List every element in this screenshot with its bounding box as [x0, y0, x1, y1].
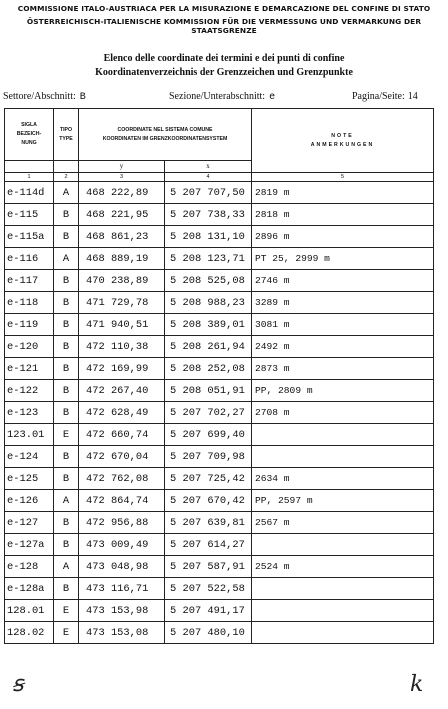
- axis-x-label: x: [165, 161, 252, 173]
- cell-sigla: 123.01: [5, 424, 54, 446]
- axis-empty-cell: [54, 161, 79, 173]
- cell-coordinate-y: 472 110,38: [79, 336, 165, 358]
- cell-coordinate-x: 5 208 988,23: [165, 292, 252, 314]
- header-sigla-line: NUNG: [21, 140, 37, 146]
- table-row: [5, 358, 434, 380]
- cell-note: 2492 m: [252, 336, 434, 358]
- header-tipo-line: TYPE: [59, 135, 73, 142]
- cell-coordinate-x: 5 207 639,81: [165, 512, 252, 534]
- table-row: [5, 402, 434, 424]
- column-number: 3: [79, 173, 165, 182]
- sector-label: Settore/Abschnitt:: [3, 91, 76, 102]
- cell-note: PP, 2809 m: [252, 380, 434, 402]
- cell-coordinate-y: 471 729,78: [79, 292, 165, 314]
- cell-tipo: E: [54, 424, 79, 446]
- cell-tipo: B: [54, 512, 79, 534]
- cell-sigla: e-117: [5, 270, 54, 292]
- table-row: [5, 226, 434, 248]
- table-row: [5, 182, 434, 204]
- cell-sigla: e-115a: [5, 226, 54, 248]
- cell-coordinate-x: 5 208 051,91: [165, 380, 252, 402]
- table-row: [5, 556, 434, 578]
- cell-note: [252, 578, 434, 600]
- table-row: [5, 314, 434, 336]
- sector-value: B: [79, 92, 86, 103]
- cell-tipo: B: [54, 358, 79, 380]
- cell-coordinate-x: 5 207 738,33: [165, 204, 252, 226]
- cell-coordinate-y: 473 153,98: [79, 600, 165, 622]
- cell-coordinate-y: 472 660,74: [79, 424, 165, 446]
- table-row: [5, 270, 434, 292]
- commission-title-italian: COMMISSIONE ITALO-AUSTRIACA PER LA MISURAZIONE E DEMARCAZIONE DEL CONFINE DI STATO: [17, 4, 431, 13]
- table-row: [5, 424, 434, 446]
- column-number: 1: [5, 173, 54, 182]
- section-label: Sezione/Unterabschnitt:: [169, 91, 266, 102]
- cell-coordinate-y: 472 169,99: [79, 358, 165, 380]
- cell-tipo: A: [54, 248, 79, 270]
- header-coordinates-line: COORDINATE NEL SISTEMA COMUNE: [117, 126, 213, 133]
- cell-tipo: B: [54, 270, 79, 292]
- commission-title-german: ÖSTERREICHISCH-ITALIENISCHE KOMMISSION FÜR DIE VERMESSUNG UND VERMARKUNG DER STAATSGRENZE: [26, 17, 422, 35]
- cell-coordinate-x: 5 207 707,50: [165, 182, 252, 204]
- table-header-row: [5, 109, 434, 161]
- header-coordinates-line: KOORDINATEN IM GRENZKOORDINATENSYSTEM: [102, 135, 228, 142]
- table-row: [5, 534, 434, 556]
- table-row: [5, 446, 434, 468]
- cell-tipo: B: [54, 468, 79, 490]
- cell-sigla: e-122: [5, 380, 54, 402]
- table-row: [5, 248, 434, 270]
- cell-sigla: e-115: [5, 204, 54, 226]
- cell-coordinate-y: 472 628,49: [79, 402, 165, 424]
- cell-tipo: B: [54, 292, 79, 314]
- header-sigla-line: SIGLA: [21, 122, 37, 128]
- cell-sigla: e-114d: [5, 182, 54, 204]
- cell-coordinate-x: 5 208 123,71: [165, 248, 252, 270]
- cell-coordinate-x: 5 207 491,17: [165, 600, 252, 622]
- axis-empty-cell: [5, 161, 54, 173]
- cell-sigla: 128.01: [5, 600, 54, 622]
- cell-coordinate-x: 5 208 131,10: [165, 226, 252, 248]
- sector-field: [3, 91, 86, 103]
- cell-coordinate-y: 472 670,04: [79, 446, 165, 468]
- cell-tipo: B: [54, 578, 79, 600]
- cell-coordinate-y: 468 222,89: [79, 182, 165, 204]
- cell-coordinate-x: 5 207 587,91: [165, 556, 252, 578]
- page-field: [352, 91, 418, 102]
- handwritten-signature-right: k: [410, 672, 424, 697]
- cell-coordinate-y: 472 956,88: [79, 512, 165, 534]
- document-title-german: Koordinatenverzeichnis der Grenzzeichen und Grenzpunkte: [95, 67, 353, 78]
- table-row: [5, 468, 434, 490]
- cell-sigla: e-127: [5, 512, 54, 534]
- cell-note: 2819 m: [252, 182, 434, 204]
- page-label: Pagina/Seite:: [352, 91, 405, 102]
- table-row: [5, 578, 434, 600]
- header-tipo-line: TIPO: [59, 126, 73, 133]
- cell-coordinate-x: 5 207 522,58: [165, 578, 252, 600]
- cell-tipo: A: [54, 182, 79, 204]
- cell-coordinate-y: 473 116,71: [79, 578, 165, 600]
- cell-note: PT 25, 2999 m: [252, 248, 434, 270]
- section-value: e: [269, 92, 276, 103]
- header-note-line: ANMERKUNGEN: [310, 141, 375, 148]
- cell-coordinate-x: 5 207 709,98: [165, 446, 252, 468]
- cell-sigla: e-128: [5, 556, 54, 578]
- table-row: [5, 292, 434, 314]
- cell-tipo: B: [54, 204, 79, 226]
- cell-tipo: A: [54, 556, 79, 578]
- cell-coordinate-y: 468 221,95: [79, 204, 165, 226]
- cell-coordinate-y: 468 889,19: [79, 248, 165, 270]
- column-number-row: [5, 173, 434, 182]
- cell-note: [252, 446, 434, 468]
- cell-coordinate-y: 472 267,40: [79, 380, 165, 402]
- header-coordinates: [79, 109, 252, 161]
- cell-note: [252, 534, 434, 556]
- cell-sigla: e-124: [5, 446, 54, 468]
- cell-note: 2818 m: [252, 204, 434, 226]
- cell-note: 2524 m: [252, 556, 434, 578]
- cell-tipo: E: [54, 600, 79, 622]
- cell-sigla: e-125: [5, 468, 54, 490]
- cell-tipo: B: [54, 314, 79, 336]
- table-row: [5, 380, 434, 402]
- cell-note: 2896 m: [252, 226, 434, 248]
- cell-tipo: B: [54, 336, 79, 358]
- cell-coordinate-y: 472 762,08: [79, 468, 165, 490]
- cell-note: 2634 m: [252, 468, 434, 490]
- cell-note: 3289 m: [252, 292, 434, 314]
- cell-coordinate-y: 470 238,89: [79, 270, 165, 292]
- cell-coordinate-y: 471 940,51: [79, 314, 165, 336]
- cell-coordinate-y: 468 861,23: [79, 226, 165, 248]
- cell-note: 2567 m: [252, 512, 434, 534]
- header-note: [252, 109, 434, 173]
- cell-coordinate-x: 5 207 480,10: [165, 622, 252, 644]
- cell-note: PP, 2597 m: [252, 490, 434, 512]
- cell-sigla: e-116: [5, 248, 54, 270]
- cell-coordinate-x: 5 207 702,27: [165, 402, 252, 424]
- cell-coordinate-y: 473 009,49: [79, 534, 165, 556]
- cell-note: [252, 600, 434, 622]
- cell-tipo: B: [54, 402, 79, 424]
- coordinates-table: [4, 108, 434, 644]
- table-row: [5, 490, 434, 512]
- table-row: [5, 622, 434, 644]
- cell-coordinate-x: 5 208 525,08: [165, 270, 252, 292]
- header-sigla-line: BEZEICH-: [16, 131, 42, 137]
- cell-tipo: B: [54, 380, 79, 402]
- cell-sigla: e-118: [5, 292, 54, 314]
- cell-coordinate-y: 472 864,74: [79, 490, 165, 512]
- axis-y-label: y: [79, 161, 165, 173]
- cell-coordinate-x: 5 208 252,08: [165, 358, 252, 380]
- cell-coordinate-x: 5 207 670,42: [165, 490, 252, 512]
- cell-coordinate-x: 5 207 699,40: [165, 424, 252, 446]
- cell-coordinate-x: 5 208 261,94: [165, 336, 252, 358]
- header-sigla: [5, 109, 54, 161]
- cell-coordinate-y: 473 048,98: [79, 556, 165, 578]
- header-tipo: [54, 109, 79, 161]
- cell-note: 2746 m: [252, 270, 434, 292]
- cell-coordinate-y: 473 153,08: [79, 622, 165, 644]
- column-number: 2: [54, 173, 79, 182]
- cell-tipo: B: [54, 226, 79, 248]
- cell-tipo: A: [54, 490, 79, 512]
- cell-sigla: e-126: [5, 490, 54, 512]
- column-number: 4: [165, 173, 252, 182]
- cell-note: 2873 m: [252, 358, 434, 380]
- cell-coordinate-x: 5 207 614,27: [165, 534, 252, 556]
- cell-sigla: e-127a: [5, 534, 54, 556]
- cell-tipo: E: [54, 622, 79, 644]
- cell-note: [252, 622, 434, 644]
- section-field: [169, 91, 275, 103]
- cell-sigla: e-120: [5, 336, 54, 358]
- cell-tipo: B: [54, 534, 79, 556]
- header-note-line: NOTE: [331, 132, 354, 139]
- cell-sigla: e-119: [5, 314, 54, 336]
- cell-sigla: 128.02: [5, 622, 54, 644]
- column-number: 5: [252, 173, 434, 182]
- cell-note: 2708 m: [252, 402, 434, 424]
- handwritten-signature-left: ꞩ: [12, 672, 24, 697]
- cell-sigla: e-121: [5, 358, 54, 380]
- cell-note: 3081 m: [252, 314, 434, 336]
- cell-coordinate-x: 5 208 389,01: [165, 314, 252, 336]
- table-row: [5, 336, 434, 358]
- table-row: [5, 600, 434, 622]
- document-title-italian: Elenco delle coordinate dei termini e dei punti di confine: [103, 53, 345, 64]
- cell-sigla: e-128a: [5, 578, 54, 600]
- cell-coordinate-x: 5 207 725,42: [165, 468, 252, 490]
- cell-tipo: B: [54, 446, 79, 468]
- table-row: [5, 512, 434, 534]
- cell-sigla: e-123: [5, 402, 54, 424]
- table-row: [5, 204, 434, 226]
- page-value: 14: [407, 91, 418, 102]
- cell-note: [252, 424, 434, 446]
